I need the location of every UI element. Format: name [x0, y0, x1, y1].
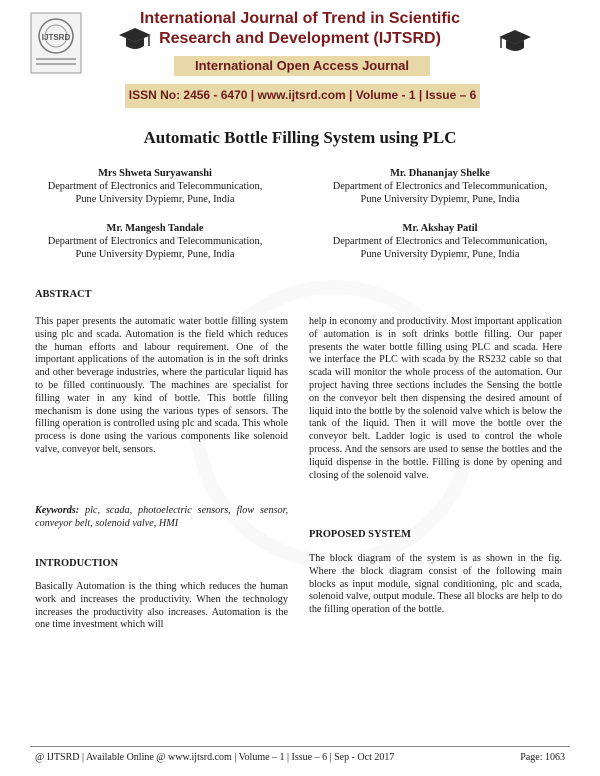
proposed-system-heading: PROPOSED SYSTEM [309, 529, 411, 540]
author-affil: Pune University Dypiemr, Pune, India [75, 194, 235, 205]
author-block [15, 167, 295, 206]
paper-title: Automatic Bottle Filling System using PLC [143, 128, 457, 147]
abstract-heading: ABSTRACT [35, 289, 92, 300]
author-block [15, 222, 295, 261]
open-access-label: International Open Access Journal [194, 58, 410, 73]
introduction-heading: INTRODUCTION [35, 558, 119, 569]
keywords-paragraph [35, 505, 288, 531]
author-name: Mr. Dhananjay Shelke [390, 168, 490, 179]
author-affil: Pune University Dypiemr, Pune, India [360, 194, 520, 205]
author-dept: Department of Electronics and Telecommunication, [332, 236, 548, 247]
journal-title-line2: Research and Development (IJTSRD) [159, 30, 441, 47]
introduction-continued: help in economy and productivity. Most important application of automation is in soft drinks bottle filling. Our paper presents the water bottle filling using PLC and scada. Here we interface the PLC with scada by the RS232 cable so that scada will monitor the whole process of the automation. Our project having three sections includes the Sensing the bottle on the conveyor belt then dispensing the desired amount of liquid into the bottle by the solenoid valve which is below the tank of the liquid. Then it will move the bottle over the conveyor belt. Ladder logic is used to control the whole process. And the sensors are used to sense the bottles and the liquid dispense in the bottle. Filling is done by opening and closing of the solenoid valve. [309, 316, 562, 481]
keywords-label: Keywords: [35, 505, 80, 516]
introduction-body: Basically Automation is the thing which reduces the human work and increases the productivity. When the technology increases the productivity also increases. Automation is the one time investment which will [35, 581, 288, 631]
author-affil: Pune University Dypiemr, Pune, India [75, 249, 235, 260]
author-name: Mr. Mangesh Tandale [106, 223, 204, 234]
author-name: Mr. Akshay Patil [402, 223, 478, 234]
author-block [300, 167, 580, 206]
author-dept: Department of Electronics and Telecommunication, [47, 236, 263, 247]
page-number: Page: 1063 [520, 752, 565, 763]
logo-text: IJTSRD [41, 33, 71, 42]
keywords-text: plc, scada, photoelectric sensors, flow sensor, conveyor belt, solenoid valve, HMI [35, 505, 288, 529]
footer-divider [30, 746, 570, 747]
abstract-body: This paper presents the automatic water bottle filling system using plc and scada. Automation is the field which reduces the human efforts and labour requirement. One of the important applications of the automation is in the soft drinks and other beverage industries, where the particular liquid has to be filled continuously. The machines are specialist for filling water in any kind of bottle. This bottle filling mechanism is done using the various types of sensors. The filling operation is controlled using plc and scada. This whole process is done using the various components like solenoid valve, conveyor belt, sensors. [35, 316, 288, 455]
author-block [300, 222, 580, 261]
author-dept: Department of Electronics and Telecommunication, [47, 181, 263, 192]
author-dept: Department of Electronics and Telecommunication, [332, 181, 548, 192]
author-name: Mrs Shweta Suryawanshi [98, 168, 212, 179]
author-affil: Pune University Dypiemr, Pune, India [360, 249, 520, 260]
proposed-system-body: The block diagram of the system is as shown in the fig. Where the block diagram consist of the following main blocks as input module, signal conditioning, plc and scada, solenoid valve, output module. These all blocks are help to do the filling operation of the bottle. [309, 553, 562, 616]
issn-line: ISSN No: 2456 - 6470 | www.ijtsrd.com | Volume - 1 | Issue – 6 [128, 88, 477, 102]
journal-title-line1: International Journal of Trend in Scientific [139, 10, 461, 27]
footer-citation: @ IJTSRD | Available Online @ www.ijtsrd.com | Volume – 1 | Issue – 6 | Sep - Oct 2017 [35, 752, 395, 763]
